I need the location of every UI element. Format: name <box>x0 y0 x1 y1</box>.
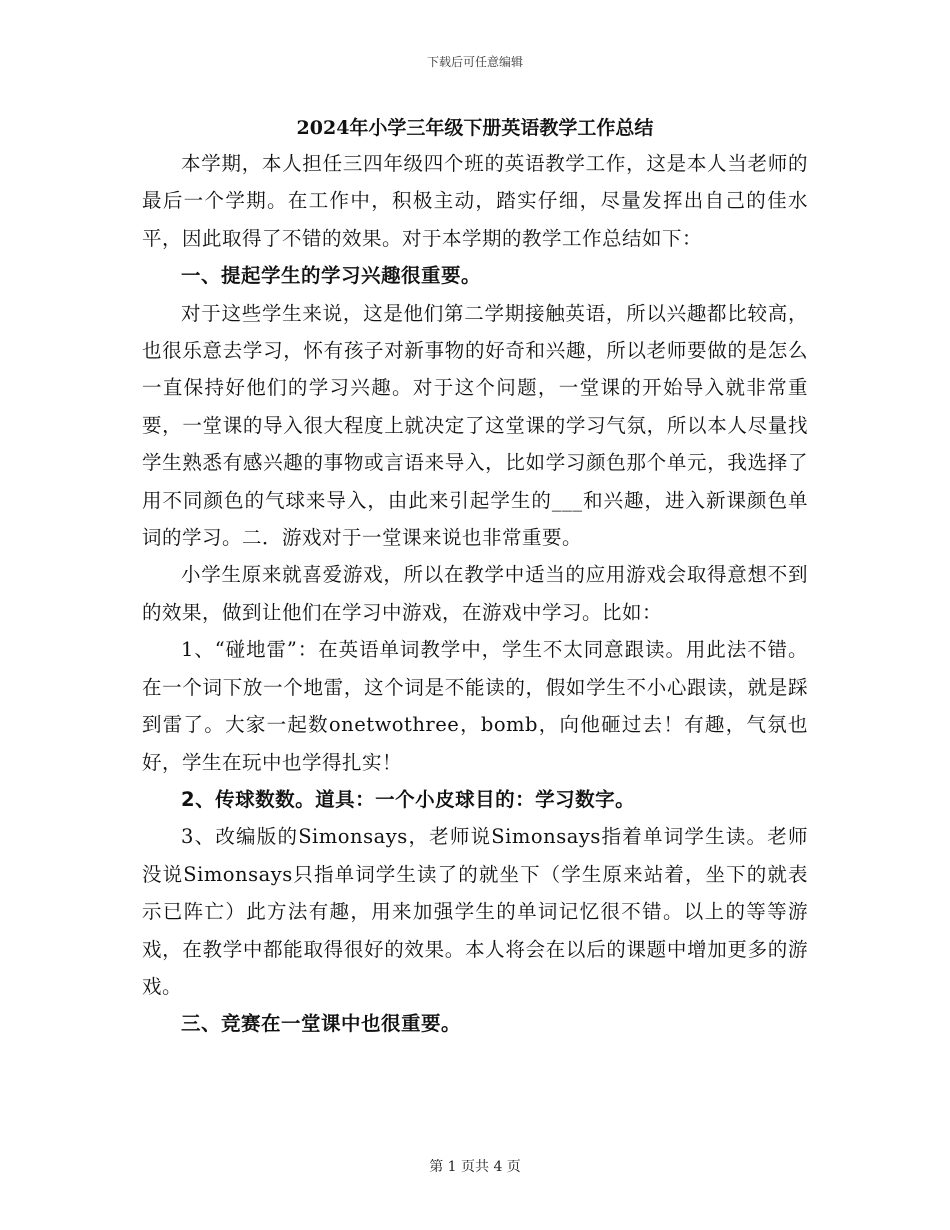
page-header-note: 下载后可任意编辑 <box>426 55 523 69</box>
section-1-paragraph: 对于这些学生来说，这是他们第二学期接触英语，所以兴趣都比较高，也很乐意去学习，怀有孩子对新事物的好奇和兴趣，所以老师要做的是怎么一直保持好他们的学习兴趣。对于这个问题，一堂课的开始导入就非常重要，一堂课的导入很大程度上就决定了这堂课的学习气氛，所以本人尽量找学生熟悉有感兴趣的事物或言语来导入，比如学习颜色那个单元，我选择了用不同颜色的气球来导入，由此来引起学生的___和兴趣，进入新课颜色单词的学习。二．游戏对于一堂课来说也非常重要。 <box>142 301 808 550</box>
game-1-paragraph: 1、“碰地雷”：在英语单词教学中，学生不太同意跟读。用此法不错。在一个词下放一个地雷，这个词是不能读的，假如学生不小心跟读，就是踩到雷了。大家一起数onetwothree，bomb，向他砸过去！有趣，气氛也好，学生在玩中也学得扎实！ <box>142 638 808 774</box>
page-number: 第 1 页共 4 页 <box>429 1159 521 1175</box>
section-heading-1: 一、提起学生的学习兴趣很重要。 <box>181 264 482 288</box>
intro-paragraph: 本学期，本人担任三四年级四个班的英语教学工作，这是本人当老师的最后一个学期。在工作中，积极主动，踏实仔细，尽量发挥出自己的佳水平，因此取得了不错的效果。对于本学期的教学工作总结如下： <box>142 152 808 250</box>
document-body <box>142 145 808 1043</box>
section-heading-3: 三、竞赛在一堂课中也很重要。 <box>181 1012 462 1036</box>
document-title: 2024年小学三年级下册英语教学工作总结 <box>296 117 654 139</box>
game-3-paragraph: 3、改编版的Simonsays，老师说Simonsays指着单词学生读。老师没说Simonsays只指单词学生读了的就坐下（学生原来站着，坐下的就表示已阵亡）此方法有趣，用来加强学生的单词记忆很不错。以上的等等游戏，在教学中都能取得很好的效果。本人将会在以后的课题中增加更多的游戏。 <box>142 825 808 998</box>
games-paragraph: 小学生原来就喜爱游戏，所以在教学中适当的应用游戏会取得意想不到的效果，做到让他们在学习中游戏，在游戏中学习。比如： <box>142 563 808 624</box>
game-2-heading: 2、传球数数。道具：一个小皮球目的：学习数字。 <box>181 787 636 811</box>
